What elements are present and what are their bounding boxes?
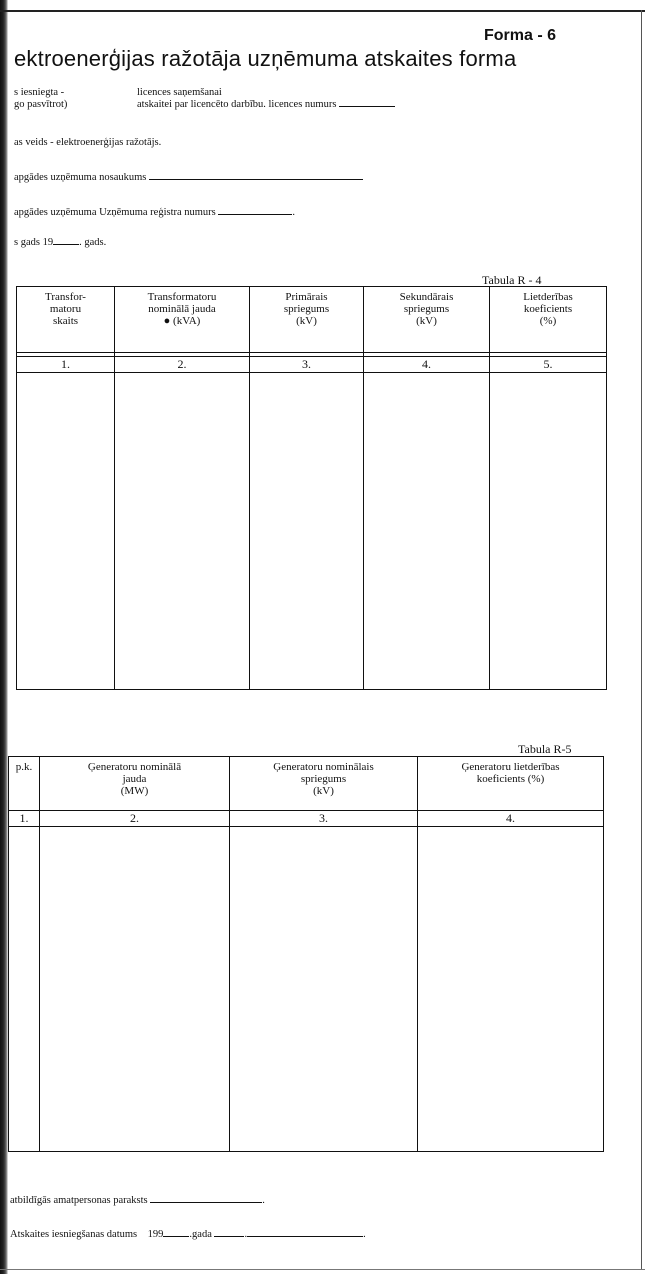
signature-label: atbildīgās amatpersonas paraksts [10,1195,148,1206]
r4-number-2: 2. [115,357,250,373]
signature-line [10,1195,265,1206]
r4-header-count: Transfor- matoru skaits [17,287,115,353]
submitted-label-a: s iesniegta - [14,87,65,98]
company-name-line [14,172,363,183]
right-border [641,10,642,1270]
form-id: Forma - 6 [484,27,557,44]
year-suffix: . gads. [79,237,107,248]
r4-number-1: 1. [17,357,115,373]
table-r4-label: Tabula R - 4 [482,273,542,287]
submitted-value-b-text: atskaitei par licencēto darbību. licences numurs [137,99,337,110]
date-gada: .gada [189,1229,212,1240]
year-line [14,237,106,248]
r4-header-primary: Primārais spriegums (kV) [250,287,364,353]
date-label: Atskaites iesniegšanas datums [10,1229,138,1240]
activity-line: as veids - elektroenerģijas ražotājs. [14,137,162,148]
table-r4-number-row [17,357,607,373]
table-r5 [8,756,604,1152]
table-r4 [16,286,607,690]
r4-entry-count[interactable] [17,373,115,690]
r4-number-3: 3. [250,357,364,373]
r5-entry-efficiency[interactable] [418,827,604,1152]
r5-header-voltage: Ģeneratoru nominālais spriegums (kV) [230,757,418,811]
r4-header-power: Transformatoru nominālā jauda ● (kVA) [115,287,250,353]
submitted-value-a: licences saņemšanai [137,87,222,98]
table-r5-header-row [9,757,604,811]
scan-page-edge [0,0,8,1274]
date-year: 199 [147,1229,164,1240]
r5-number-2: 2. [40,811,230,827]
registry-label: apgādes uzņēmuma Uzņēmuma reģistra numurs [14,207,216,218]
date-suffix: . [363,1229,366,1240]
r4-number-4: 4. [364,357,490,373]
r4-number-5: 5. [490,357,607,373]
signature-field[interactable] [150,1201,262,1203]
submitted-value-b [137,99,395,110]
company-name-label: apgādes uzņēmuma nosaukums [14,172,147,183]
r5-entry-power[interactable] [40,827,230,1152]
date-line: Atskaites iesniegšanas datums 199 .gada . . [10,1229,366,1240]
bottom-border [0,1269,645,1270]
table-r4-entry-row [17,373,607,690]
r5-number-3: 3. [230,811,418,827]
table-r5-label: Tabula R-5 [518,742,572,756]
top-border [0,10,645,12]
page-title: ektroenerģijas ražotāja uzņēmuma atskaites forma [14,46,517,71]
registry-suffix: . [292,207,296,218]
licence-number-field[interactable] [339,105,395,107]
r5-entry-voltage[interactable] [230,827,418,1152]
r4-entry-primary[interactable] [250,373,364,690]
r4-entry-power[interactable] [115,373,250,690]
r4-entry-secondary[interactable] [364,373,490,690]
company-name-field[interactable] [149,178,363,180]
registry-line [14,207,295,218]
table-r4-header-row [17,287,607,353]
registry-field[interactable] [218,213,292,215]
date-year-field[interactable] [163,1235,189,1237]
table-r5-number-row [9,811,604,827]
table-r5-entry-row [9,827,604,1152]
r4-header-secondary: Sekundārais spriegums (kV) [364,287,490,353]
r5-header-power: Ģeneratoru nominālā jauda (MW) [40,757,230,811]
r5-header-index: p.k. [9,757,40,811]
submitted-label-b: go pasvītrot) [14,99,68,110]
r5-header-efficiency: Ģeneratoru lietderības koeficients (%) [418,757,604,811]
r5-entry-index[interactable] [9,827,40,1152]
r5-number-4: 4. [418,811,604,827]
date-day-field[interactable] [214,1235,244,1237]
year-prefix: s gads 19 [14,237,54,248]
r5-number-1: 1. [9,811,40,827]
date-month-field[interactable] [247,1235,363,1237]
signature-suffix: . [262,1195,265,1206]
r4-entry-efficiency[interactable] [490,373,607,690]
year-field[interactable] [53,243,79,245]
r4-header-efficiency: Lietderības koeficients (%) [490,287,607,353]
